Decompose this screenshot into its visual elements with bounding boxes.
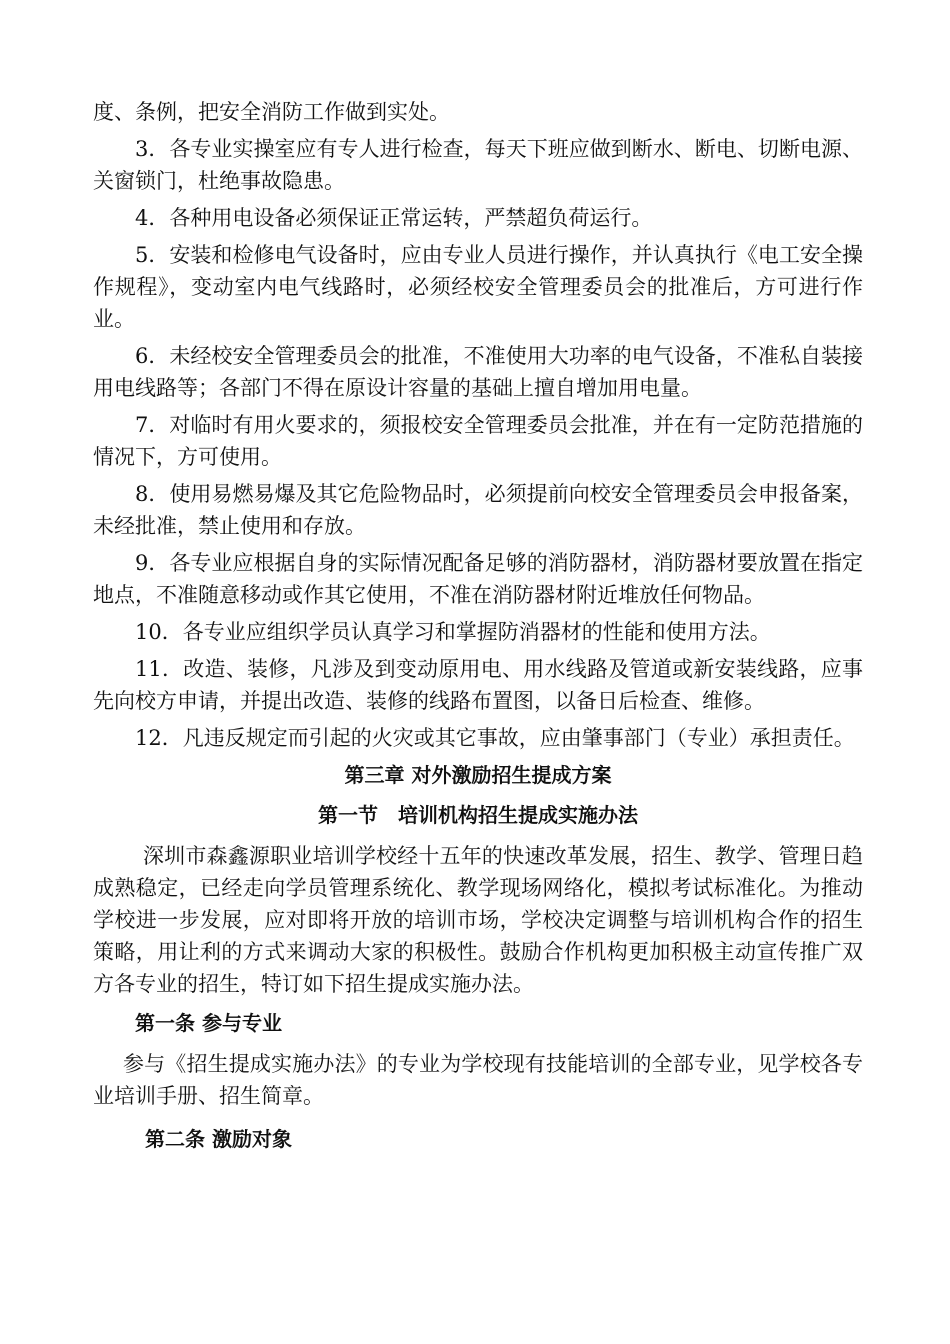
intro-paragraph: 深圳市森鑫源职业培训学校经十五年的快速改革发展，招生、教学、管理日趋成熟稳定，已经走向学员管理系统化、教学现场网络化，模拟考试标准化。为推动学校进一步发展，应对即将开放的培训市场，学校决定调整与培训机构合作的招生策略，用让利的方式来调动大家的积极性。鼓励合作机构更加积极主动宣传推广双方各专业的招生，特订如下招生提成实施办法。 (93, 844, 863, 996)
rule-item-6: 6．未经校安全管理委员会的批准，不准使用大功率的电气设备，不准私自装接用电线路等；各部门不得在原设计容量的基础上擅自增加用电量。 (93, 344, 863, 400)
rule-item-4: 4．各种用电设备必须保证正常运转，严禁超负荷运行。 (135, 206, 653, 230)
rule-item-3: 3．各专业实操室应有专人进行检查，每天下班应做到断水、断电、切断电源、关窗锁门，杜绝事故隐患。 (93, 137, 863, 193)
rule-item-8: 8．使用易燃易爆及其它危险物品时，必须提前向校安全管理委员会申报备案，未经批准，禁止使用和存放。 (93, 482, 863, 538)
document-page (93, 96, 863, 1164)
article-1-body: 参与《招生提成实施办法》的专业为学校现有技能培训的全部专业，见学校各专业培训手册、招生简章。 (93, 1052, 863, 1108)
chapter-title: 第三章 对外激励招生提成方案 (344, 763, 612, 787)
article-1-title: 第一条 参与专业 (135, 1011, 282, 1035)
rule-item-12: 12．凡违反规定而引起的火灾或其它事故，应由肇事部门（专业）承担责任。 (135, 726, 855, 750)
section-title: 第一节 培训机构招生提成实施办法 (318, 803, 638, 827)
article-2-title: 第二条 激励对象 (145, 1127, 292, 1151)
rule-item-11: 11．改造、装修，凡涉及到变动原用电、用水线路及管道或新安装线路，应事先向校方申请，并提出改造、装修的线路布置图，以备日后检查、维修。 (93, 657, 863, 713)
rule-item-9: 9．各专业应根据自身的实际情况配备足够的消防器材，消防器材要放置在指定地点，不准随意移动或作其它使用，不准在消防器材附近堆放任何物品。 (93, 551, 863, 607)
rule-item-5: 5．安装和检修电气设备时，应由专业人员进行操作，并认真执行《电工安全操作规程》，变动室内电气线路时，必须经校安全管理委员会的批准后，方可进行作业。 (93, 243, 863, 331)
rule-item-10: 10．各专业应组织学员认真学习和掌握防消器材的性能和使用方法。 (135, 620, 771, 644)
rule-item-7: 7．对临时有用火要求的，须报校安全管理委员会批准，并在有一定防范措施的情况下，方可使用。 (93, 413, 863, 469)
paragraph-continued: 度、条例，把安全消防工作做到实处。 (93, 100, 450, 124)
